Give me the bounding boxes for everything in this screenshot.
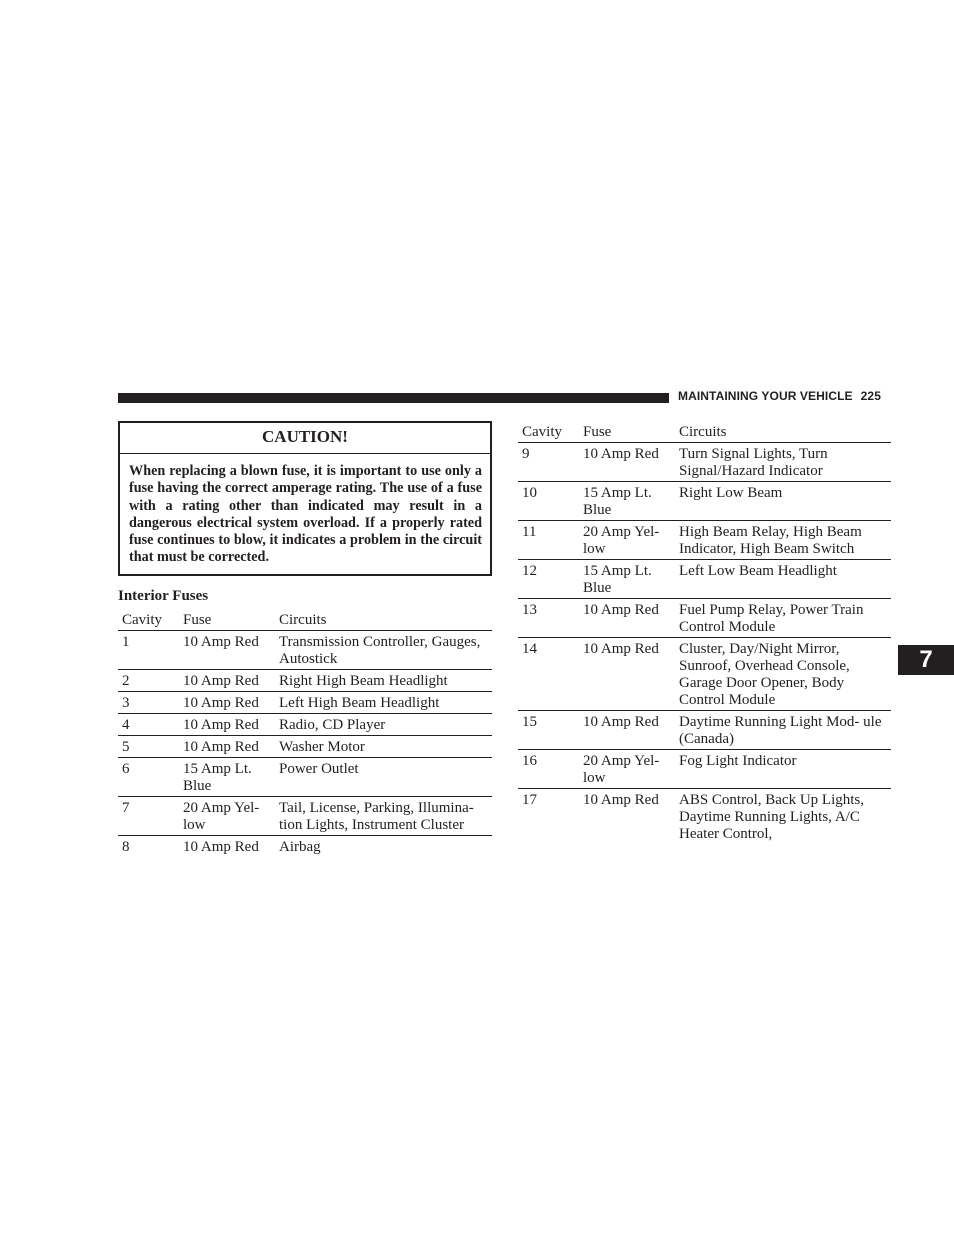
fuse-cell: 10 Amp Red (579, 711, 675, 750)
circuits-cell: Left High Beam Headlight (275, 692, 492, 714)
table-row (518, 789, 891, 845)
header-cavity: Cavity (118, 610, 179, 631)
table-row (118, 736, 492, 758)
header-fuse: Fuse (179, 610, 275, 631)
circuits-cell: Right Low Beam (675, 482, 891, 521)
circuits-cell: Power Outlet (275, 758, 492, 797)
caution-title: CAUTION! (120, 423, 490, 454)
interior-fuses-table-left (118, 610, 492, 857)
table-row (518, 599, 891, 638)
cavity-cell: 7 (118, 797, 179, 836)
table-row (118, 714, 492, 736)
fuse-cell: 20 Amp Yel- low (179, 797, 275, 836)
fuse-cell: 10 Amp Red (579, 599, 675, 638)
cavity-cell: 16 (518, 750, 579, 789)
fuse-cell: 20 Amp Yel- low (579, 521, 675, 560)
cavity-cell: 11 (518, 521, 579, 560)
caution-text: When replacing a blown fuse, it is important to use only a fuse having the correct amperage rating. The use of a fuse with a rating other than indicated may result in a dangerous electrical system overload. If a properly rated fuse continues to blow, it indicates a problem in the circuit that must be corrected. (129, 463, 482, 566)
table-row (118, 836, 492, 858)
table-header-row (518, 422, 891, 443)
caution-box (118, 421, 492, 576)
interior-fuses-table-right (518, 422, 891, 844)
circuits-cell: Daytime Running Light Mod- ule (Canada) (675, 711, 891, 750)
header-cavity: Cavity (518, 422, 579, 443)
fuse-cell: 15 Amp Lt. Blue (579, 560, 675, 599)
fuse-cell: 10 Amp Red (183, 839, 259, 855)
table-row (518, 482, 891, 521)
table-row (518, 638, 891, 711)
fuse-cell: 20 Amp Yel- low (579, 750, 675, 789)
cavity-cell: 1 (118, 631, 179, 670)
circuits-cell: Left Low Beam Headlight (675, 560, 891, 599)
cavity-cell: 3 (118, 692, 179, 714)
cavity-cell: 4 (118, 714, 179, 736)
running-header (678, 389, 881, 403)
table-row (118, 631, 492, 670)
fuse-cell: 10 Amp Red (179, 692, 275, 714)
table-row (118, 670, 492, 692)
table-row (518, 521, 891, 560)
fuse-cell: 10 Amp Red (179, 631, 275, 670)
circuits-cell: High Beam Relay, High Beam Indicator, High Beam Switch (675, 521, 891, 560)
fuse-cell: 10 Amp Red (583, 792, 659, 808)
table-row (518, 443, 891, 482)
circuits-cell: Airbag (279, 839, 321, 855)
table-row (518, 711, 891, 750)
circuits-cell: Fuel Pump Relay, Power Train Control Module (675, 599, 891, 638)
chapter-tab: 7 (898, 645, 954, 675)
circuits-cell: Transmission Controller, Gauges, Autostick (275, 631, 492, 670)
cavity-cell: 5 (118, 736, 179, 758)
cavity-cell: 6 (118, 758, 179, 797)
table-row (118, 692, 492, 714)
circuits-cell: Tail, License, Parking, Illumina- tion Lights, Instrument Cluster (275, 797, 492, 836)
cavity-cell: 14 (518, 638, 579, 711)
circuits-cell: Fog Light Indicator (675, 750, 891, 789)
cavity-cell: 8 (122, 839, 130, 855)
table-header-row (118, 610, 492, 631)
table-row (518, 750, 891, 789)
cavity-cell: 17 (522, 792, 537, 808)
page-number: 225 (860, 389, 881, 403)
circuits-cell: Turn Signal Lights, Turn Signal/Hazard Indicator (675, 443, 891, 482)
circuits-cell: Cluster, Day/Night Mirror, Sunroof, Overhead Console, Garage Door Opener, Body Control Module (675, 638, 891, 711)
fuse-cell: 10 Amp Red (179, 670, 275, 692)
fuse-cell: 15 Amp Lt. Blue (179, 758, 275, 797)
fuse-cell: 10 Amp Red (579, 443, 675, 482)
cavity-cell: 15 (518, 711, 579, 750)
header-fuse: Fuse (579, 422, 675, 443)
header-circuits: Circuits (675, 422, 891, 443)
fuse-cell: 10 Amp Red (179, 736, 275, 758)
table-row (118, 758, 492, 797)
fuse-cell: 15 Amp Lt. Blue (579, 482, 675, 521)
cavity-cell: 10 (518, 482, 579, 521)
fuse-cell: 10 Amp Red (179, 714, 275, 736)
cavity-cell: 12 (518, 560, 579, 599)
cavity-cell: 9 (518, 443, 579, 482)
cavity-cell: 13 (518, 599, 579, 638)
header-title: MAINTAINING YOUR VEHICLE (678, 389, 853, 403)
cavity-cell: 2 (118, 670, 179, 692)
header-rule (118, 393, 669, 403)
fuse-cell: 10 Amp Red (579, 638, 675, 711)
table-row (518, 560, 891, 599)
circuits-cell: Radio, CD Player (275, 714, 492, 736)
circuits-cell: ABS Control, Back Up Lights, Daytime Running Lights, A/C Heater Control, (679, 792, 865, 842)
header-circuits: Circuits (275, 610, 492, 631)
table-row (118, 797, 492, 836)
circuits-cell: Washer Motor (275, 736, 492, 758)
section-title: Interior Fuses (118, 588, 209, 604)
circuits-cell: Right High Beam Headlight (275, 670, 492, 692)
